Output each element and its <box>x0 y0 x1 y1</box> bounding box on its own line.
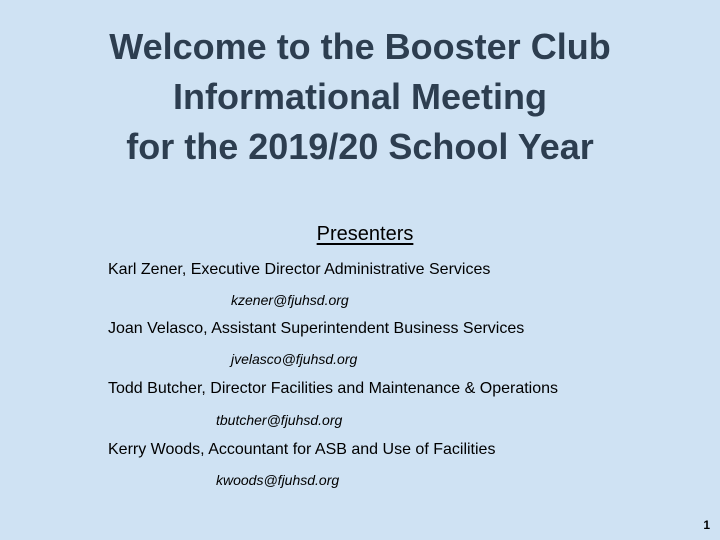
presenters-heading: Presenters <box>316 223 414 245</box>
presenter-email-4: kwoods@fjuhsd.org <box>216 472 340 488</box>
title-line-1: Welcome to the Booster Club <box>109 26 611 67</box>
presenter-email-3: tbutcher@fjuhsd.org <box>216 412 343 428</box>
page-number: 1 <box>703 518 710 532</box>
title-line-3: for the 2019/20 School Year <box>126 126 594 167</box>
presenter-name-1: Karl Zener, Executive Director Administrative Services <box>108 261 491 278</box>
presenter-name-2: Joan Velasco, Assistant Superintendent Business Services <box>108 320 525 337</box>
presenter-name-3: Todd Butcher, Director Facilities and Maintenance & Operations <box>108 380 559 397</box>
presenter-email-2: jvelasco@fjuhsd.org <box>231 351 358 367</box>
presenter-email-1: kzener@fjuhsd.org <box>231 292 349 308</box>
presenter-name-4: Kerry Woods, Accountant for ASB and Use of Facilities <box>108 441 496 458</box>
slide-title <box>0 22 720 172</box>
title-line-2: Informational Meeting <box>172 76 547 117</box>
